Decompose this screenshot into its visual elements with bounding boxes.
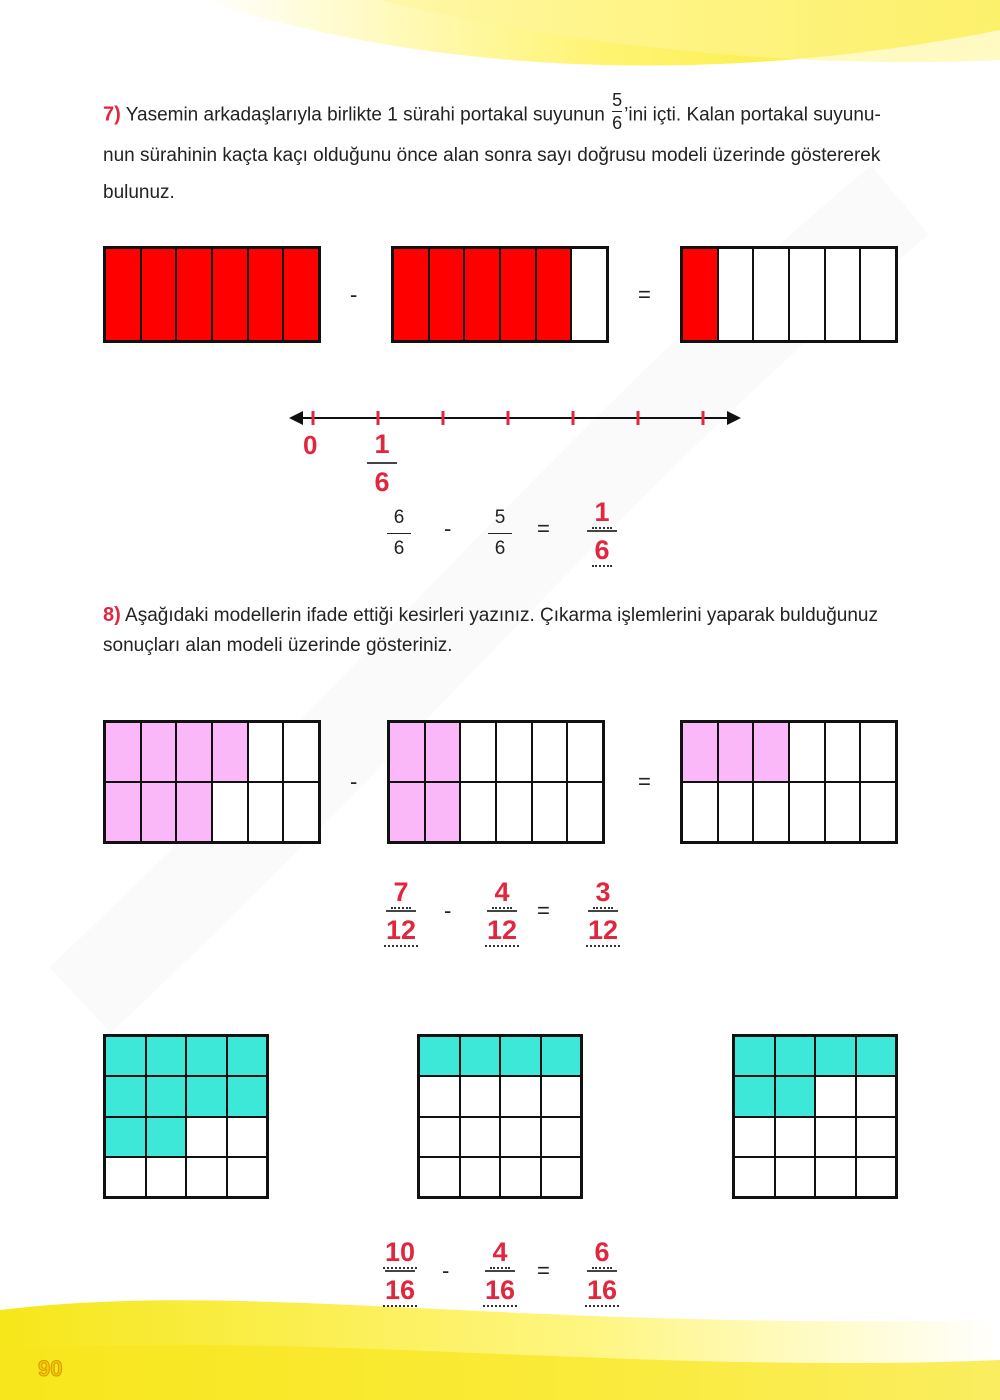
q8-set2-eq-equals: = xyxy=(537,1258,550,1283)
model-cell[interactable] xyxy=(141,782,177,842)
model-cell[interactable] xyxy=(825,722,861,782)
model-cell[interactable] xyxy=(429,248,465,341)
q8-set1-result-num[interactable]: 3 xyxy=(595,877,611,907)
q8-set1-a-num[interactable]: 7 xyxy=(393,877,409,907)
q7-eq-frac-b xyxy=(480,505,520,562)
model-cell[interactable] xyxy=(496,782,532,842)
model-cell[interactable] xyxy=(753,248,789,341)
model-cell[interactable] xyxy=(105,722,141,782)
model-cell[interactable] xyxy=(227,1157,268,1197)
q8-set2-model-result xyxy=(732,1034,898,1199)
model-cell[interactable] xyxy=(682,782,718,842)
model-cell[interactable] xyxy=(419,1157,460,1197)
model-cell[interactable] xyxy=(248,782,284,842)
model-cell[interactable] xyxy=(186,1157,227,1197)
q8-set2-a-den[interactable]: 16 xyxy=(384,1275,416,1305)
q8-set1-eq-minus: - xyxy=(444,898,452,923)
model-cell[interactable] xyxy=(212,722,248,782)
q8-set2-result-num[interactable]: 6 xyxy=(594,1237,610,1267)
q8-set2-frac-b xyxy=(475,1236,525,1306)
q8-set2-result xyxy=(577,1236,627,1306)
q7-inline-num: 5 xyxy=(612,90,623,110)
model-cell[interactable] xyxy=(141,722,177,782)
q8-line2: sonuçları alan modeli üzerinde gösteriniz. xyxy=(103,635,453,656)
q8-set1-minus: - xyxy=(350,769,358,794)
model-cell[interactable] xyxy=(425,722,461,782)
q7-model-whole xyxy=(103,246,321,343)
q7-model-five-sixths xyxy=(391,246,609,343)
model-cell[interactable] xyxy=(789,248,825,341)
model-cell[interactable] xyxy=(734,1036,775,1076)
q7-inline-fraction xyxy=(612,90,622,133)
model-cell[interactable] xyxy=(567,722,603,782)
model-cell[interactable] xyxy=(227,1076,268,1116)
page-number: 90 xyxy=(38,1356,63,1381)
model-cell[interactable] xyxy=(775,1117,816,1157)
q7-eq-b-den: 6 xyxy=(494,538,506,559)
q8-set1-result xyxy=(578,876,628,946)
model-cell[interactable] xyxy=(105,248,141,341)
model-cell[interactable] xyxy=(789,722,825,782)
model-cell[interactable] xyxy=(460,782,496,842)
model-cell[interactable] xyxy=(105,1076,146,1116)
q8-set2-a-num[interactable]: 10 xyxy=(384,1237,416,1267)
model-cell[interactable] xyxy=(718,722,754,782)
model-cell[interactable] xyxy=(146,1117,187,1157)
model-cell[interactable] xyxy=(146,1036,187,1076)
model-cell[interactable] xyxy=(212,782,248,842)
model-cell[interactable] xyxy=(460,1157,501,1197)
q8-line1 xyxy=(103,600,903,631)
q8-set2-model-a xyxy=(103,1034,269,1199)
model-cell[interactable] xyxy=(500,1157,541,1197)
model-cell[interactable] xyxy=(815,1076,856,1116)
model-cell[interactable] xyxy=(186,1076,227,1116)
q8-line1-text: Aşağıdaki modellerin ifade ettiği kesirleri yazınız. Çıkarma işlemlerini yaparak bulduğunuz xyxy=(125,605,878,626)
q7-equals-sign: = xyxy=(638,282,651,307)
model-cell[interactable] xyxy=(815,1117,856,1157)
model-cell[interactable] xyxy=(856,1036,897,1076)
model-cell[interactable] xyxy=(146,1157,187,1197)
model-cell[interactable] xyxy=(775,1157,816,1197)
q7-inline-den: 6 xyxy=(612,113,623,133)
model-cell[interactable] xyxy=(105,1036,146,1076)
model-cell[interactable] xyxy=(105,1157,146,1197)
model-cell[interactable] xyxy=(460,1036,501,1076)
model-cell[interactable] xyxy=(734,1117,775,1157)
model-cell[interactable] xyxy=(464,248,500,341)
model-cell[interactable] xyxy=(227,1117,268,1157)
model-cell[interactable] xyxy=(775,1076,816,1116)
model-cell[interactable] xyxy=(571,248,607,341)
q7-number: 7) xyxy=(103,103,121,126)
model-cell[interactable] xyxy=(460,722,496,782)
model-cell[interactable] xyxy=(146,1076,187,1116)
model-cell[interactable] xyxy=(753,782,789,842)
model-cell[interactable] xyxy=(500,1036,541,1076)
q7-eq-a-num: 6 xyxy=(393,507,405,528)
model-cell[interactable] xyxy=(425,782,461,842)
model-cell[interactable] xyxy=(460,1117,501,1157)
q8-set1-b-den[interactable]: 12 xyxy=(486,915,518,945)
model-cell[interactable] xyxy=(682,722,718,782)
model-cell[interactable] xyxy=(212,248,248,341)
number-line-frac-den: 6 xyxy=(374,467,390,497)
model-cell[interactable] xyxy=(541,1076,582,1116)
q7-text xyxy=(103,90,903,211)
number-line-label-zero: 0 xyxy=(303,430,318,460)
model-cell[interactable] xyxy=(186,1117,227,1157)
q8-set2-model-b xyxy=(417,1034,583,1199)
model-cell[interactable] xyxy=(718,782,754,842)
model-cell[interactable] xyxy=(536,248,572,341)
q7-line3: bulunuz. xyxy=(103,182,175,203)
model-cell[interactable] xyxy=(283,248,319,341)
q7-result-den[interactable]: 6 xyxy=(594,535,610,565)
model-cell[interactable] xyxy=(460,1076,501,1116)
model-cell[interactable] xyxy=(500,1117,541,1157)
q8-set1-model-a xyxy=(103,720,321,844)
q7-eq-b-num: 5 xyxy=(494,507,506,528)
model-cell[interactable] xyxy=(419,1117,460,1157)
q8-set2-b-den[interactable]: 16 xyxy=(484,1275,516,1305)
q8-set2-eq-minus: - xyxy=(442,1258,450,1283)
model-cell[interactable] xyxy=(532,722,568,782)
model-cell[interactable] xyxy=(815,1157,856,1197)
q7-text-before: Yasemin arkadaşlarıyla birlikte 1 sürahi portakal suyunun xyxy=(125,104,605,126)
model-cell[interactable] xyxy=(789,782,825,842)
model-cell[interactable] xyxy=(734,1076,775,1116)
model-cell[interactable] xyxy=(775,1036,816,1076)
q8-set1-a-den[interactable]: 12 xyxy=(385,915,417,945)
q8-set1-equals: = xyxy=(638,769,651,794)
q8-number: 8) xyxy=(103,604,121,626)
q7-eq-a-den: 6 xyxy=(393,538,405,559)
q7-text-after: ’ini içti. Kalan portakal suyunu- xyxy=(624,104,881,126)
model-cell[interactable] xyxy=(176,782,212,842)
model-cell[interactable] xyxy=(753,722,789,782)
model-cell[interactable] xyxy=(419,1036,460,1076)
q8-set1-frac-b xyxy=(477,876,527,946)
q7-eq-frac-a xyxy=(379,505,419,562)
model-cell[interactable] xyxy=(860,782,896,842)
model-cell[interactable] xyxy=(856,1157,897,1197)
model-cell[interactable] xyxy=(541,1117,582,1157)
q7-minus-sign: - xyxy=(350,282,358,307)
q8-set1-model-b xyxy=(387,720,605,844)
model-cell[interactable] xyxy=(860,722,896,782)
q7-eq-minus: - xyxy=(444,516,452,541)
q7-line1 xyxy=(103,90,903,137)
model-cell[interactable] xyxy=(283,782,319,842)
q7-line2: nun sürahinin kaçta kaçı olduğunu önce alan sonra sayı doğrusu modeli üzerinde göstererek xyxy=(103,145,881,166)
q8-set2-b-num[interactable]: 4 xyxy=(492,1237,508,1267)
model-cell[interactable] xyxy=(105,1117,146,1157)
model-cell[interactable] xyxy=(141,248,177,341)
model-cell[interactable] xyxy=(825,248,861,341)
q8-set1-b-num[interactable]: 4 xyxy=(494,877,510,907)
q8-set2-frac-a xyxy=(375,1236,425,1306)
number-line-frac-num: 1 xyxy=(374,429,390,459)
model-cell[interactable] xyxy=(856,1076,897,1116)
model-cell[interactable] xyxy=(283,722,319,782)
model-cell[interactable] xyxy=(176,722,212,782)
model-cell[interactable] xyxy=(532,782,568,842)
q8-text xyxy=(103,600,903,661)
q8-set1-result-den[interactable]: 12 xyxy=(587,915,619,945)
model-cell[interactable] xyxy=(393,248,429,341)
model-cell[interactable] xyxy=(248,722,284,782)
q7-result-num[interactable]: 1 xyxy=(594,497,610,527)
model-cell[interactable] xyxy=(419,1076,460,1116)
model-cell[interactable] xyxy=(500,248,536,341)
model-cell[interactable] xyxy=(500,1076,541,1116)
q8-set2-result-den[interactable]: 16 xyxy=(586,1275,618,1305)
model-cell[interactable] xyxy=(105,782,141,842)
model-cell[interactable] xyxy=(825,782,861,842)
model-cell[interactable] xyxy=(227,1036,268,1076)
model-cell[interactable] xyxy=(682,248,718,341)
model-cell[interactable] xyxy=(389,722,425,782)
q8-set1-model-result xyxy=(680,720,898,844)
model-cell[interactable] xyxy=(496,722,532,782)
number-line-label-fraction xyxy=(357,428,407,498)
model-cell[interactable] xyxy=(541,1036,582,1076)
q8-set1-frac-a xyxy=(376,876,426,946)
q7-model-one-sixth xyxy=(680,246,898,343)
model-cell[interactable] xyxy=(860,248,896,341)
model-cell[interactable] xyxy=(815,1036,856,1076)
model-cell[interactable] xyxy=(176,248,212,341)
model-cell[interactable] xyxy=(389,782,425,842)
model-cell[interactable] xyxy=(856,1117,897,1157)
model-cell[interactable] xyxy=(718,248,754,341)
q8-set1-eq-equals: = xyxy=(537,898,550,923)
model-cell[interactable] xyxy=(541,1157,582,1197)
model-cell[interactable] xyxy=(186,1036,227,1076)
model-cell[interactable] xyxy=(248,248,284,341)
q7-eq-equals: = xyxy=(537,516,550,541)
model-cell[interactable] xyxy=(734,1157,775,1197)
q7-number-line xyxy=(285,400,755,440)
model-cell[interactable] xyxy=(567,782,603,842)
q7-eq-result xyxy=(577,496,627,566)
